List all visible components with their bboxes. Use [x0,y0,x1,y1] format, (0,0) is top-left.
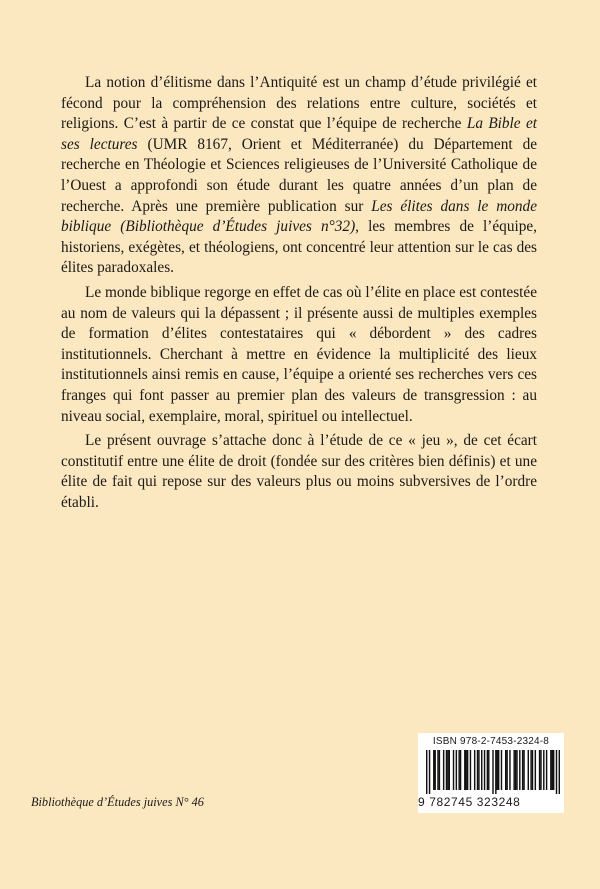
ean-digits: 9 782745 323248 [418,795,521,809]
barcode-bar [437,750,438,790]
barcode-bar [509,750,510,790]
barcode-bar [522,750,523,790]
barcode-bar [559,750,560,794]
series-title: Bibliothèque d’Études juives N° 46 [31,795,204,809]
paragraph-2 [61,283,537,427]
isbn-label: ISBN 978-2-7453-2324-8 [432,736,550,747]
barcode-panel [418,733,564,813]
text-run: Le monde biblique regorge en effet de cas où l’élite en place est contestée au nom de valeurs qui la dépassent ; il présente aussi de multiples exemples de formation d’élites contestataires qui « débordent » des cadres institutionnels. Cherchant à mettre en évidence la multiplicité des lieux institutionnels ainsi remis en cause, l’équipe a orienté ses recherches vers ces franges qui font passer au premier plan des valeurs de transgression : au niveau social, exemplaire, moral, spirituel ou intellectuel. [61,283,537,425]
barcode-bar [487,750,488,790]
barcode-bar [543,750,544,790]
barcode-bar [443,750,444,790]
barcode-bar [474,750,475,790]
barcode-bar [458,750,459,790]
text-run: Le présent ouvrage s’attache donc à l’étude de ce « jeu », de cet écart constitutif entre une élite de droit (fondée sur des critères bien définis) et une élite de fait qui repose sur des valeurs plus ou moins subversives de l’ordre établi. [61,432,537,511]
barcode-icon [426,750,560,794]
barcode-bar [505,750,506,790]
barcode-bar [552,750,553,790]
barcode-bar [515,750,516,790]
barcode-bar [484,750,485,790]
barcode-bar [470,750,471,790]
barcode-bar [501,750,502,790]
blurb-text [61,73,537,516]
paragraph-3 [61,431,537,513]
barcode-bar [556,750,557,794]
barcode-bar [456,750,457,790]
text-run: (UMR 8167, Orient et Méditerranée) du Département de recherche en Théologie et Sciences religieuses de l’Université Catholique de l’Ouest a approfondi son étude durant les quatre années d’un plan de recherche. Après une première publication sur [61,135,538,215]
text-run: La notion d’élitisme dans l’Antiquité est un champ d’étude privilégié et fécond pour la compréhension des relations entre culture, sociétés et religions. C’est à partir de ce constat que l’équipe de recherche [61,74,537,133]
barcode-bar [460,750,461,790]
barcode-bar [492,750,493,794]
barcode-bar [532,750,533,790]
barcode-bar [478,750,479,790]
barcode-bar [497,750,498,790]
paragraph-1 [61,73,537,279]
italic-run: Les élites dans le monde biblique (Bibliothèque d’Études juives n°32) [61,197,537,236]
barcode-bar [488,750,489,790]
italic-run: La Bible et ses lectures [61,115,537,153]
barcode-bar [535,750,536,790]
barcode-bar [453,750,454,790]
barcode-bar [434,750,435,790]
barcode-bar [539,750,540,790]
barcode-bar [523,750,524,790]
barcode-bar [426,750,427,794]
barcode-bar [481,750,482,790]
barcode-bar [530,750,531,790]
barcode-bar [439,750,440,790]
barcode-bar [550,750,551,790]
barcode-bar [477,750,478,790]
barcode-bar [546,750,547,790]
barcode-bar [495,750,496,794]
barcode-bar [464,750,465,790]
text-run: , les membres de l’équipe, historiens, exégètes, et théologiens, ont concentré leur attention sur le cas des élites paradoxales. [61,218,537,277]
barcode-bar [429,750,430,794]
barcode-bar [506,750,507,790]
barcode-bar [516,750,517,790]
barcode-bar [519,750,520,790]
barcode-bar [465,750,466,790]
barcode-bar [449,750,450,790]
barcode-bar [446,750,447,790]
barcode-bar [553,750,554,790]
barcode-bar [467,750,468,790]
barcode-bar [433,750,434,790]
barcode-bar [513,750,514,790]
barcode-bar [528,750,529,790]
barcode-bar [447,750,448,790]
barcode-bar [540,750,541,790]
barcode-bar [498,750,499,790]
